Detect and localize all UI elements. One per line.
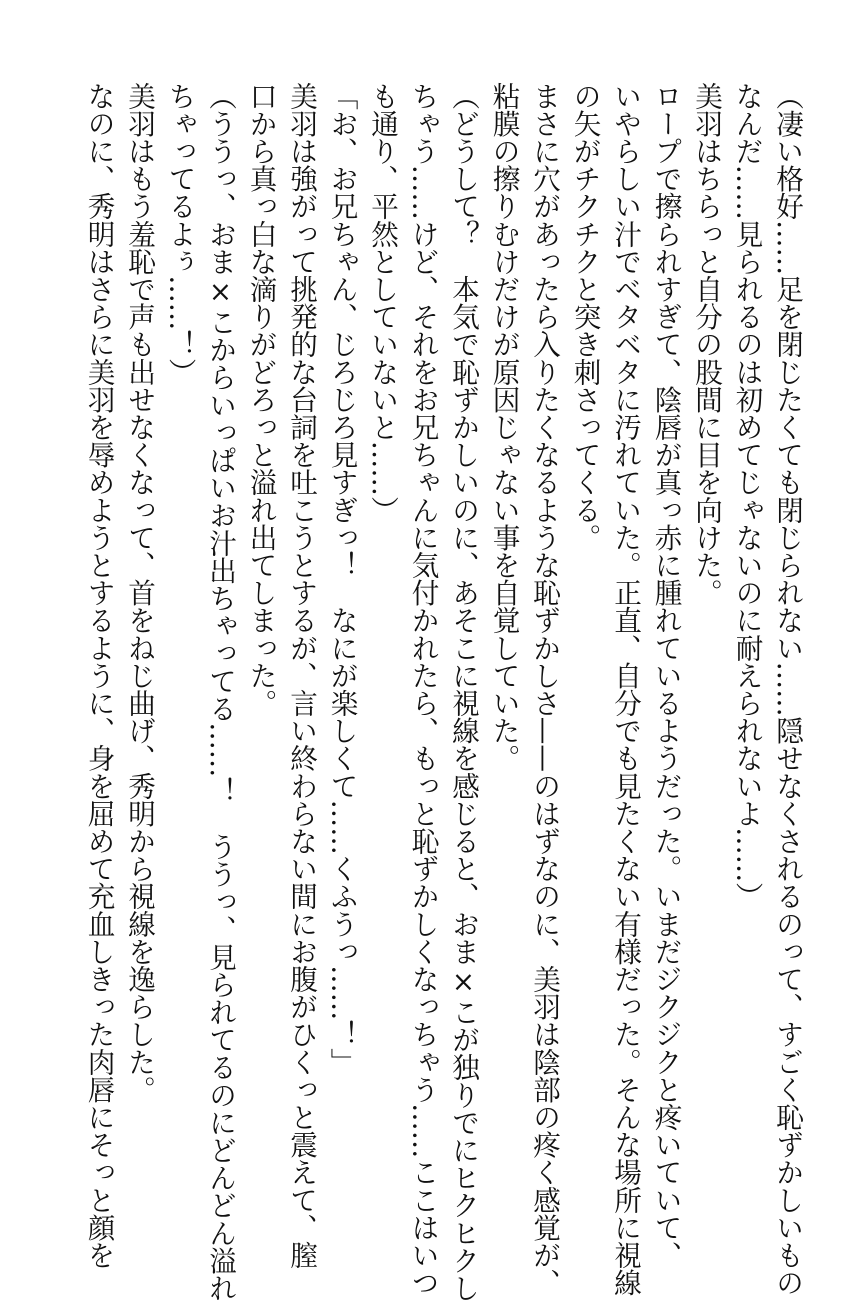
text-line: ロープで擦られすぎて、陰唇が真っ赤に腫れているようだった。いまだジクジクと疼いていて、: [649, 82, 683, 1269]
text-line: 粘膜の擦りむけだけが原因じゃない事を自覚していた。: [487, 82, 521, 772]
text-line: 「お、お兄ちゃん、じろじろ見すぎっ！ なにが楽しくて……くふうっ……！」: [325, 82, 359, 1076]
text-line: 美羽はもう羞恥で声も出せなくなって、首をねじ曲げ、秀明から視線を逸らした。: [123, 82, 156, 1104]
text-line: の矢がチクチクと突き刺さってくる。: [568, 82, 602, 552]
text-line: も通り、平然としていないと……）: [366, 82, 399, 524]
text-line: なのに、秀明はさらに美羽を辱めようとするように、身を屈めて充血しきった肉唇にそっと顔を: [82, 82, 116, 1269]
text-line: ちゃう……けど、それをお兄ちゃんに気付かれたら、もっと恥ずかしくなっちゃう……ここはいつ: [406, 82, 440, 1297]
text-line: いやらしい汁でベタベタに汚れていた。正直、自分でも見たくない有様だった。そんな場所に視線: [609, 82, 642, 1297]
text-line: （どうして？ 本気で恥ずかしいのに、あそこに視線を感じると、おま×こが独りでにヒクヒクし: [447, 82, 480, 1302]
body-text: [78, 82, 807, 1302]
text-line: なんだ……見られるのは初めてじゃないのに耐えられないよ……）: [730, 82, 764, 910]
text-line: ちゃってるよぅ……！）: [163, 82, 197, 386]
text-line: （凄い格好……足を閉じたくても閉じられない……隠せなくされるのって、すごく恥ずかしいもの: [771, 82, 804, 1297]
text-line: 美羽は強がって挑発的な台詞を吐こうとするが、言い終わらない間にお腹がひくっと震えて、膣: [285, 82, 318, 1269]
text-line: まさに穴があったら入りたくなるような恥ずかしさ——のはずなのに、美羽は陰部の疼く感覚が、: [528, 82, 561, 1297]
text-line: 口から真っ白な滴りがどろっと溢れ出てしまった。: [244, 82, 278, 717]
text-line: 美羽はちらっと自分の股間に目を向けた。: [690, 82, 723, 607]
text-line: （ううっ、おま×こからいっぱいお汁出ちゃってる……！ ううっ、見られてるのにどんどん溢れ: [204, 82, 237, 1302]
